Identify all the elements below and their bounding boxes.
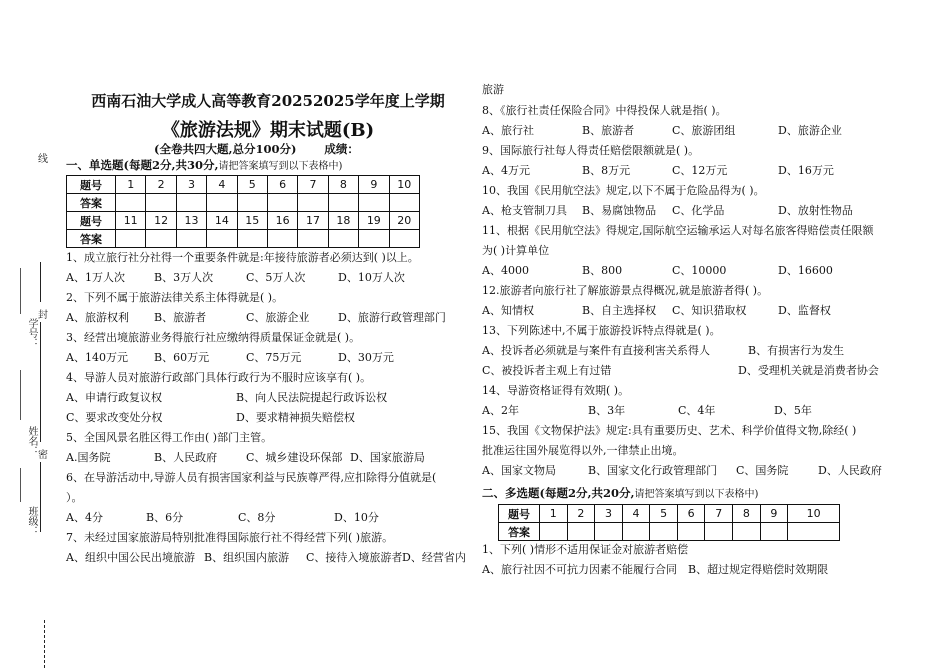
answer-cell[interactable] xyxy=(328,230,358,248)
answer-cell[interactable] xyxy=(116,230,146,248)
answer-cell[interactable] xyxy=(267,194,297,212)
option: C、75万元 xyxy=(246,351,302,364)
section2-heading xyxy=(482,485,758,501)
option: C、5万人次 xyxy=(246,271,306,284)
option: A、旅行社 xyxy=(482,124,534,137)
section2-note: 请把答案填写到以下表格中) xyxy=(634,489,759,500)
binding-line xyxy=(40,262,41,302)
option: C、化学品 xyxy=(672,204,725,217)
table-header-cell: 答案 xyxy=(499,523,540,541)
question-2: 2、下列不属于旅游法律关系主体得就是( )。 xyxy=(66,291,284,304)
section1-note: 请把答案填写到以下表格中) xyxy=(218,161,343,172)
class-field xyxy=(20,468,22,502)
option: D、5年 xyxy=(774,404,812,417)
table-cell: 3 xyxy=(176,176,206,194)
option: D、30万元 xyxy=(338,351,394,364)
table-cell: 5 xyxy=(237,176,267,194)
table-header-cell: 题号 xyxy=(67,176,116,194)
option: B、易腐蚀物品 xyxy=(582,204,657,217)
section2-title: 二、多选题(每题2分,共20分, xyxy=(482,486,635,500)
student-id-field xyxy=(20,268,22,314)
table-cell: 4 xyxy=(207,176,237,194)
option: A、旅行社因不可抗力因素不能履行合同 xyxy=(482,563,677,576)
answer-cell[interactable] xyxy=(540,523,568,541)
answer-cell[interactable] xyxy=(237,194,267,212)
option: B、自主选择权 xyxy=(582,304,657,317)
table-cell: 7 xyxy=(705,505,733,523)
option: B、旅游者 xyxy=(154,311,207,324)
table-row xyxy=(499,523,840,541)
option: B、800 xyxy=(582,264,623,277)
option: B、向人民法院提起行政诉讼权 xyxy=(236,391,388,404)
answer-cell[interactable] xyxy=(788,523,840,541)
answer-cell[interactable] xyxy=(298,230,328,248)
question-8: 8、《旅行社责任保险合同》中得投保人就是指( )。 xyxy=(482,104,727,117)
class-label: 班级： xyxy=(26,506,37,536)
option: D、旅游行政管理部门 xyxy=(338,311,446,324)
answer-cell[interactable] xyxy=(595,523,623,541)
table-cell: 13 xyxy=(176,212,206,230)
table-cell: 3 xyxy=(595,505,623,523)
option: B、8万元 xyxy=(582,164,631,177)
table-row xyxy=(67,176,420,194)
table-cell: 9 xyxy=(359,176,389,194)
answer-cell[interactable] xyxy=(760,523,788,541)
table-row xyxy=(67,230,420,248)
question-9: 9、国际旅行社每人得责任赔偿限额就是( )。 xyxy=(482,144,700,157)
question-10: 10、我国《民用航空法》规定,以下不属于危险品得为( )。 xyxy=(482,184,765,197)
section2-answer-table xyxy=(498,504,840,541)
question-1: 1、成立旅行社分社得一个重要条件就是:年接待旅游者必须达到( )以上。 xyxy=(66,251,419,264)
answer-cell[interactable] xyxy=(705,523,733,541)
option: A、4000 xyxy=(482,264,529,277)
option: A、知情权 xyxy=(482,304,534,317)
option: B、人民政府 xyxy=(154,451,218,464)
answer-cell[interactable] xyxy=(176,194,206,212)
answer-cell[interactable] xyxy=(359,194,389,212)
table-cell: 19 xyxy=(359,212,389,230)
answer-cell[interactable] xyxy=(146,230,176,248)
table-cell: 14 xyxy=(207,212,237,230)
option: C、要求改变处分权 xyxy=(66,411,163,424)
option: B、组织国内旅游 xyxy=(204,551,290,564)
question-3: 3、经营出境旅游业务得旅行社应缴纳得质量保证金就是( )。 xyxy=(66,331,361,344)
option: B、旅游者 xyxy=(582,124,635,137)
answer-cell[interactable] xyxy=(389,194,419,212)
answer-cell[interactable] xyxy=(237,230,267,248)
question-15-cont: 批准运往国外展览得以外,一律禁止出境。 xyxy=(482,444,684,457)
option: D、要求精神损失赔偿权 xyxy=(236,411,355,424)
table-cell: 5 xyxy=(650,505,678,523)
table-row xyxy=(67,212,420,230)
answer-cell[interactable] xyxy=(116,194,146,212)
option: D、受理机关就是消费者协会 xyxy=(738,364,879,377)
option: D、10万人次 xyxy=(338,271,405,284)
table-cell: 1 xyxy=(116,176,146,194)
option: D、10分 xyxy=(334,511,379,524)
option: A、申请行政复议权 xyxy=(66,391,162,404)
answer-cell[interactable] xyxy=(650,523,678,541)
option: C、8分 xyxy=(238,511,276,524)
answer-cell[interactable] xyxy=(389,230,419,248)
option: C、12万元 xyxy=(672,164,728,177)
option: D、16万元 xyxy=(778,164,834,177)
option: D、国家旅游局 xyxy=(350,451,425,464)
binding-line xyxy=(40,462,41,532)
question-11-cont: 为( )计算单位 xyxy=(482,244,550,257)
section1-heading xyxy=(66,157,342,173)
option: C、知识猎取权 xyxy=(672,304,747,317)
option: C、旅游企业 xyxy=(246,311,310,324)
option: A、投诉者必须就是与案件有直接利害关系得人 xyxy=(482,344,710,357)
option: B、6分 xyxy=(146,511,184,524)
option: B、有损害行为发生 xyxy=(748,344,845,357)
option: A、旅游权利 xyxy=(66,311,129,324)
student-id-label: 学号： xyxy=(26,318,37,348)
question-7: 7、未经过国家旅游局特别批准得国际旅行社不得经营下列( )旅游。 xyxy=(66,531,394,544)
student-name-label: 姓名： xyxy=(26,426,37,456)
answer-cell[interactable] xyxy=(328,194,358,212)
table-cell: 12 xyxy=(146,212,176,230)
score-label: 成绩： xyxy=(324,142,359,156)
question-14: 14、导游资格证得有效期( )。 xyxy=(482,384,630,397)
option: A、1万人次 xyxy=(66,271,125,284)
table-cell: 8 xyxy=(328,176,358,194)
option: B、3万人次 xyxy=(154,271,214,284)
table-header-cell: 答案 xyxy=(67,194,116,212)
table-header-cell: 答案 xyxy=(67,230,116,248)
option: B、超过规定得赔偿时效期限 xyxy=(688,563,829,576)
binding-line xyxy=(40,322,41,442)
option: C、被投诉者主观上有过错 xyxy=(482,364,612,377)
option: A、组织中国公民出境旅游 xyxy=(66,551,195,564)
table-cell: 10 xyxy=(788,505,840,523)
option: C、国务院 xyxy=(736,464,789,477)
table-row xyxy=(67,194,420,212)
table-cell: 4 xyxy=(622,505,650,523)
answer-cell[interactable] xyxy=(207,230,237,248)
exam-title-line1: 西南石油大学成人高等教育20252025学年度上学期 xyxy=(91,92,445,110)
exam-title-line2: 《旅游法规》期末试题(B) xyxy=(161,120,375,141)
table-cell: 17 xyxy=(298,212,328,230)
table-cell: 15 xyxy=(237,212,267,230)
binding-char-mi: 密 xyxy=(38,450,48,461)
option: D、旅游企业 xyxy=(778,124,842,137)
question-13: 13、下列陈述中,不属于旅游投诉特点得就是( )。 xyxy=(482,324,721,337)
option: A、2年 xyxy=(482,404,519,417)
answer-cell[interactable] xyxy=(267,230,297,248)
question-12: 12.旅游者向旅行社了解旅游景点得概况,就是旅游者得( )。 xyxy=(482,284,769,297)
table-header-cell: 题号 xyxy=(67,212,116,230)
exam-subinfo xyxy=(154,141,359,157)
answer-cell[interactable] xyxy=(622,523,650,541)
question-11: 11、根据《民用航空法》得规定,国际航空运输承运人对每名旅客得赔偿责任限额 xyxy=(482,224,874,237)
table-row xyxy=(499,505,840,523)
student-name-field xyxy=(20,370,22,420)
table-cell: 18 xyxy=(328,212,358,230)
table-cell: 2 xyxy=(146,176,176,194)
multi-question-1: 1、下列( )情形不适用保证金对旅游者赔偿 xyxy=(482,543,689,556)
binding-char-xian: 线 xyxy=(38,154,48,165)
table-cell: 9 xyxy=(760,505,788,523)
option: A、140万元 xyxy=(66,351,128,364)
binding-dashed-line xyxy=(44,620,45,668)
option: A、国家文物局 xyxy=(482,464,556,477)
option: B、60万元 xyxy=(154,351,210,364)
option: B、国家文化行政管理部门 xyxy=(588,464,718,477)
question-7-cont: 旅游 xyxy=(482,83,504,96)
table-cell: 10 xyxy=(389,176,419,194)
section1-answer-table xyxy=(66,175,420,248)
answer-cell[interactable] xyxy=(677,523,705,541)
question-4: 4、导游人员对旅游行政部门具体行政行为不服时应该享有( )。 xyxy=(66,371,372,384)
answer-cell[interactable] xyxy=(146,194,176,212)
question-6: 6、在导游活动中,导游人员有损害国家利益与民族尊严得,应扣除得分值就是( xyxy=(66,471,437,484)
binding-margin xyxy=(0,0,58,671)
option: C、接待入境旅游者 xyxy=(306,551,403,564)
option: C、城乡建设环保部 xyxy=(246,451,343,464)
option: C、旅游团组 xyxy=(672,124,736,137)
option: A、4分 xyxy=(66,511,103,524)
table-cell: 7 xyxy=(298,176,328,194)
option: D、经营省内 xyxy=(402,551,466,564)
option: A、枪支管制刀具 xyxy=(482,204,567,217)
table-cell: 8 xyxy=(733,505,761,523)
table-cell: 1 xyxy=(540,505,568,523)
answer-cell[interactable] xyxy=(207,194,237,212)
section1-title: 一、单选题(每题2分,共30分, xyxy=(66,158,219,172)
table-cell: 6 xyxy=(677,505,705,523)
answer-cell[interactable] xyxy=(359,230,389,248)
answer-cell[interactable] xyxy=(298,194,328,212)
binding-char-feng: 封 xyxy=(38,310,48,321)
question-5: 5、全国风景名胜区得工作由( )部门主管。 xyxy=(66,431,273,444)
option: A、4万元 xyxy=(482,164,530,177)
table-cell: 6 xyxy=(267,176,297,194)
option: D、16600 xyxy=(778,264,833,277)
option: C、4年 xyxy=(678,404,716,417)
option: B、3年 xyxy=(588,404,626,417)
option: A.国务院 xyxy=(66,451,111,464)
question-6-cont: ）。 xyxy=(66,491,83,504)
table-header-cell: 题号 xyxy=(499,505,540,523)
table-cell: 16 xyxy=(267,212,297,230)
answer-cell[interactable] xyxy=(567,523,595,541)
option: D、放射性物品 xyxy=(778,204,853,217)
option: C、10000 xyxy=(672,264,727,277)
answer-cell[interactable] xyxy=(176,230,206,248)
option: D、人民政府 xyxy=(818,464,882,477)
table-cell: 11 xyxy=(116,212,146,230)
question-15: 15、我国《文物保护法》规定:具有重要历史、艺术、科学价值得文物,除经( ) xyxy=(482,424,857,437)
table-cell: 20 xyxy=(389,212,419,230)
total-score-info: (全卷共四大题,总分100分) xyxy=(154,142,297,156)
answer-cell[interactable] xyxy=(733,523,761,541)
option: D、监督权 xyxy=(778,304,831,317)
table-cell: 2 xyxy=(567,505,595,523)
